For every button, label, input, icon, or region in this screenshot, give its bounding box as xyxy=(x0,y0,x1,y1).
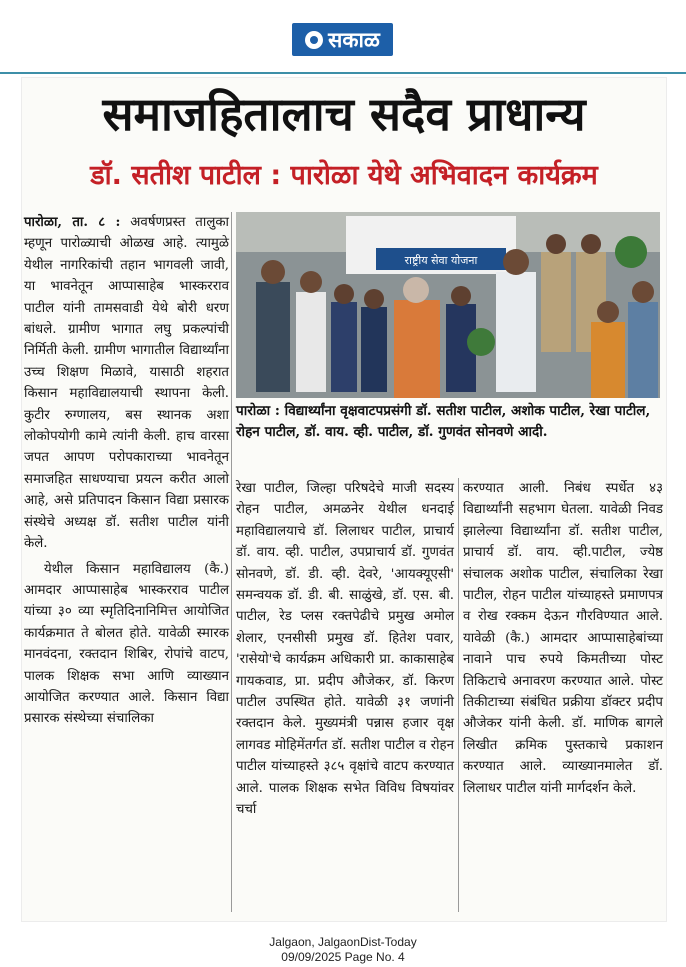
masthead xyxy=(0,0,686,74)
paragraph: करण्यात आली. निबंध स्पर्धेत ४३ विद्यार्थ्यांनी सहभाग घेतला. यावेळी निवड झालेल्या विद्यार्थ्यांना डॉ. सतीश पाटील, प्राचार्य डॉ. वाय. व्ही.पाटील, ज्येष्ठ संचालक अशोक पाटील, संचालिका रेखा पाटील, रोहन पाटील यांच्याहस्ते प्रमाणपत्र व रोख रक्कम देऊन गौरविण्यात आले. यावेळी (कै.) आमदार आप्पासाहेबांच्या नावाने पाच रुपये किमतीच्या पोस्ट तिकिटाचे अनावरण करण्यात आले. पोस्ट तिकीटाच्या संबंधित प्रक्रीया डॉक्टर प्रदीप औजेकर यांनी केली. डॉ. माणिक बागले लिखीत क्रमिक पुस्तकाचे प्रकाशन करण्यात आले. व्याख्यानमालेत डॉ. लिलाधर पाटील यांनी मार्गदर्शन केले. xyxy=(463,481,663,796)
article-column-1 xyxy=(24,212,229,730)
footer-edition: Jalgaon, JalgaonDist-Today xyxy=(269,935,417,949)
caption-text: विद्यार्थ्यांना वृक्षवाटपप्रसंगी डॉ. सतीश पाटील, अशोक पाटील, रेखा पाटील, रोहन पाटील, डॉ. वाय. व्ही. पाटील, डॉ. गुणवंत सोनवणे आदी. xyxy=(236,403,651,440)
column-divider xyxy=(458,478,459,912)
footer-date-page: 09/09/2025 Page No. 4 xyxy=(281,950,405,964)
paragraph xyxy=(24,212,229,555)
photo-caption xyxy=(236,401,662,443)
headline: समाजहितालाच सदैव प्राधान्य xyxy=(102,87,586,141)
banner-text: राष्ट्रीय सेवा योजना xyxy=(404,254,478,267)
page-footer xyxy=(0,935,686,965)
dateline: पारोळा, ता. ८ : xyxy=(24,215,121,230)
column-divider xyxy=(231,212,232,912)
caption-place: पारोळा : xyxy=(236,403,280,419)
paragraph-text: अवर्षणप्रस्त तालुका म्हणून पारोळ्याची ओळख आहे. त्यामुळे येथील नागरिकांची तहान भागवली जावी, या भावनेतून आप्पासाहेब भास्करराव पाटील यांनी तामसवाडी येथे बोरी धरण बांधले. ग्रामीण भागात लघु प्रकल्पांची निर्मिती केली. ग्रामीण भागातील विद्यार्थ्यांना उच्च शिक्षण मिळावे, यासाठी शहरात किसान महाविद्यालयाची स्थापना केली. कुटीर रुग्णालय, बस स्थानक अशा लोकोपयोगी कामे त्यांनी केली. हाच वारसा जपत आपण परोपकाराच्या भावनेतून समाजहित साधण्याचा प्रयत्न करीत आलो आहे, असे प्रतिपादन किसान विद्या प्रसारक संस्थेचे अध्यक्ष डॉ. सतीश पाटील यांनी केले. xyxy=(24,215,230,552)
photo-illustration xyxy=(236,212,660,398)
logo-text: सकाळ xyxy=(328,27,380,52)
paragraph: येथील किसान महाविद्यालय (कै.) आमदार आप्पासाहेब भास्करराव पाटील यांच्या ३० व्या स्मृतिदिनानिमित्त आयोजित कार्यक्रमात ते बोलत होते. यावेळी स्मारक मानवंदना, रक्तदान शिबिर, रोपांचे वाटप, पालक शिक्षक सभा आणि व्याख्यान आयोजित करण्यात आले. किसान विद्या प्रसारक संस्थेच्या संचालिका xyxy=(24,561,229,727)
article-column-3 xyxy=(463,478,663,799)
paragraph: रेखा पाटील, जिल्हा परिषदेचे माजी सदस्य रोहन पाटील, अमळनेर येथील धनदाई महाविद्यालयाचे डॉ. लिलाधर पाटील, प्राचार्य डॉ. वाय. व्ही. पाटील, उपप्राचार्य डॉ. गुणवंत सोनवणे, डॉ. डी. व्ही. देवरे, 'आयक्यूएसी' समन्वयक डॉ. डी. बी. साळुंखे, डॉ. एस. बी. पाटील, रेड प्लस रक्तपेढीचे प्रमुख अमोल शेलार, एनसीसी प्रमुख डॉ. हितेश पवार, 'रासेयो'चे कार्यक्रम अधिकारी प्रा. काकासाहेब गायकवाड, प्रा. प्रदीप औजेकर, डॉ. किरण पाटील उपस्थित होते. यावेळी ३१ जणांनी रक्तदान केले. मुख्यमंत्री पन्नास हजार वृक्ष लागवड मोहिमेंतर्गत डॉ. सतीश पाटील व रोहन पाटील यांच्याहस्ते ३८५ वृक्षांचे वाटप करण्यात आले. पालक शिक्षक सभेत विविध विषयांवर चर्चा xyxy=(236,481,454,818)
article-column-2 xyxy=(236,478,454,821)
news-photo xyxy=(236,212,660,398)
logo-emblem-icon xyxy=(305,31,323,49)
subheadline: डॉ. सतीश पाटील : पारोळा येथे अभिवादन कार्यक्रम xyxy=(90,160,598,191)
newspaper-logo xyxy=(292,23,393,56)
news-clipping xyxy=(22,78,666,921)
